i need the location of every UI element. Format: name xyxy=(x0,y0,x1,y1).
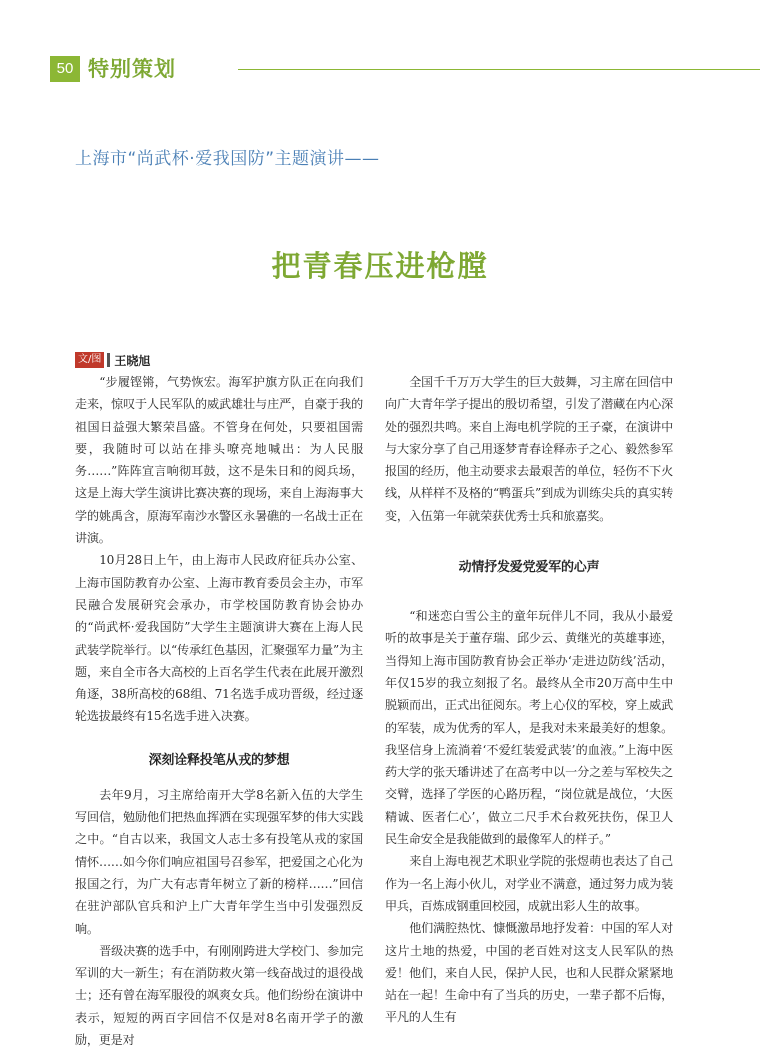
paragraph: 来自上海电视艺术职业学院的张煜萌也表达了自己作为一名上海小伙儿，对学业不满意，通过努力成为装甲兵，百炼成钢重回校园，成就出彩人生的故事。 xyxy=(385,854,673,913)
paragraph: 他们满腔热忱、慷慨激昂地抒发着：中国的军人对这片土地的热爱，中国的老百姓对这支人民军队的热爱！他们，来自人民，保护人民，也和人民群众紧紧地站在一起！生命中有了当兵的历史，一辈子都不后悔，平凡的人生有 xyxy=(385,921,673,1025)
byline xyxy=(75,351,150,369)
byline-tag: 文/图 xyxy=(75,352,104,368)
page-header xyxy=(50,54,760,86)
article-kicker: 上海市“尚武杯·爱我国防”主题演讲—— xyxy=(75,149,380,169)
author-name: 王晓旭 xyxy=(114,353,151,368)
page-number: 50 xyxy=(50,56,80,82)
subheading: 深刻诠释投笔从戎的梦想 xyxy=(148,752,290,768)
paragraph: “步履铿锵，气势恢宏。海军护旗方队正在向我们走来，惊叹于人民军队的威武雄壮与庄严，自豪于我的祖国日益强大繁荣昌盛。不管身在何处，只要祖国需要，我随时可以站在排头嘹亮地喊出：为人民服务……”阵阵宣言响彻耳鼓，这不是朱日和的阅兵场，这是上海大学生演讲比赛决赛的现场，来自上海海事大学的姚禹含，原海军南沙水警区永暑礁的一名战士正在讲演。 xyxy=(75,375,363,546)
paragraph: 去年9月，习主席给南开大学8名新入伍的大学生写回信，勉励他们把热血挥洒在实现强军梦的伟大实践之中。“自古以来，我国文人志士多有投笔从戎的家国情怀……如今你们响应祖国号召参军，把爱国之心化为报国之行，为广大有志青年树立了新的榜样……”回信在驻沪部队官兵和沪上广大青年学生当中引发强烈反响。 xyxy=(75,787,363,936)
right-column xyxy=(385,371,673,1029)
paragraph: 晋级决赛的选手中，有刚刚跨进大学校门、参加完军训的大一新生；有在消防救火第一线奋战过的退役战士；还有曾在海军服役的飒爽女兵。他们纷纷在演讲中表示，短短的两百字回信不仅是对8名南开学子的激励，更是对 xyxy=(75,943,363,1048)
paragraph: “和迷恋白雪公主的童年玩伴儿不同，我从小最爱听的故事是关于董存瑞、邱少云、黄继光的英雄事迹，当得知上海市国防教育协会正举办‘走进边防线’活动，年仅15岁的我立刻报了名。最终从全市20万高中生中脱颖而出，正式出征阅东。考上心仪的军校，穿上威武的军装，成为优秀的军人，是我对未来最美好的想象。我坚信身上流淌着‘不爱红装爱武装’的血液。”上海中医药大学的张天璠讲述了在高考中以一分之差与军校失之交臂，选择了学医的心路历程，“岗位就是战位，‘大医精诚、医者仁心’，做立二尺手术台救死扶伤，保卫人民生命安全是我能做到的最像军人的样子。” xyxy=(385,609,673,847)
paragraph: 10月28日上午，由上海市人民政府征兵办公室、上海市国防教育办公室、上海市教育委员会主办，市军民融合发展研究会承办，市学校国防教育协会协办的“尚武杯·爱我国防”大学生主题演讲大赛在上海人民武装学院举行。以“传承红色基因，汇聚强军力量”为主题，来自全市各大高校的上百名学生代表在此展开激烈角逐，38所高校的68组、71名选手成功晋级，经过逐轮选拔最终有15名选手进入决赛。 xyxy=(75,553,363,724)
subheading: 动情抒发爱党爱军的心声 xyxy=(458,560,600,576)
article-title: 把青春压进枪膛 xyxy=(271,249,489,283)
header-rule xyxy=(238,69,760,70)
byline-divider xyxy=(107,353,110,367)
section-title: 特别策划 xyxy=(88,57,176,81)
left-column xyxy=(75,371,363,1051)
paragraph: 全国千千万万大学生的巨大鼓舞，习主席在回信中向广大青年学子提出的殷切希望，引发了潜藏在内心深处的强烈共鸣。来自上海电机学院的王子豪，在演讲中与大家分享了自己用逐梦青春诠释赤子之心、毅然参军报国的经历，他主动要求去最艰苦的单位，轻伤不下火线，从样样不及格的“鸭蛋兵”到成为训练尖兵的真实转变，入伍第一年就荣获优秀士兵和旅嘉奖。 xyxy=(385,375,673,523)
